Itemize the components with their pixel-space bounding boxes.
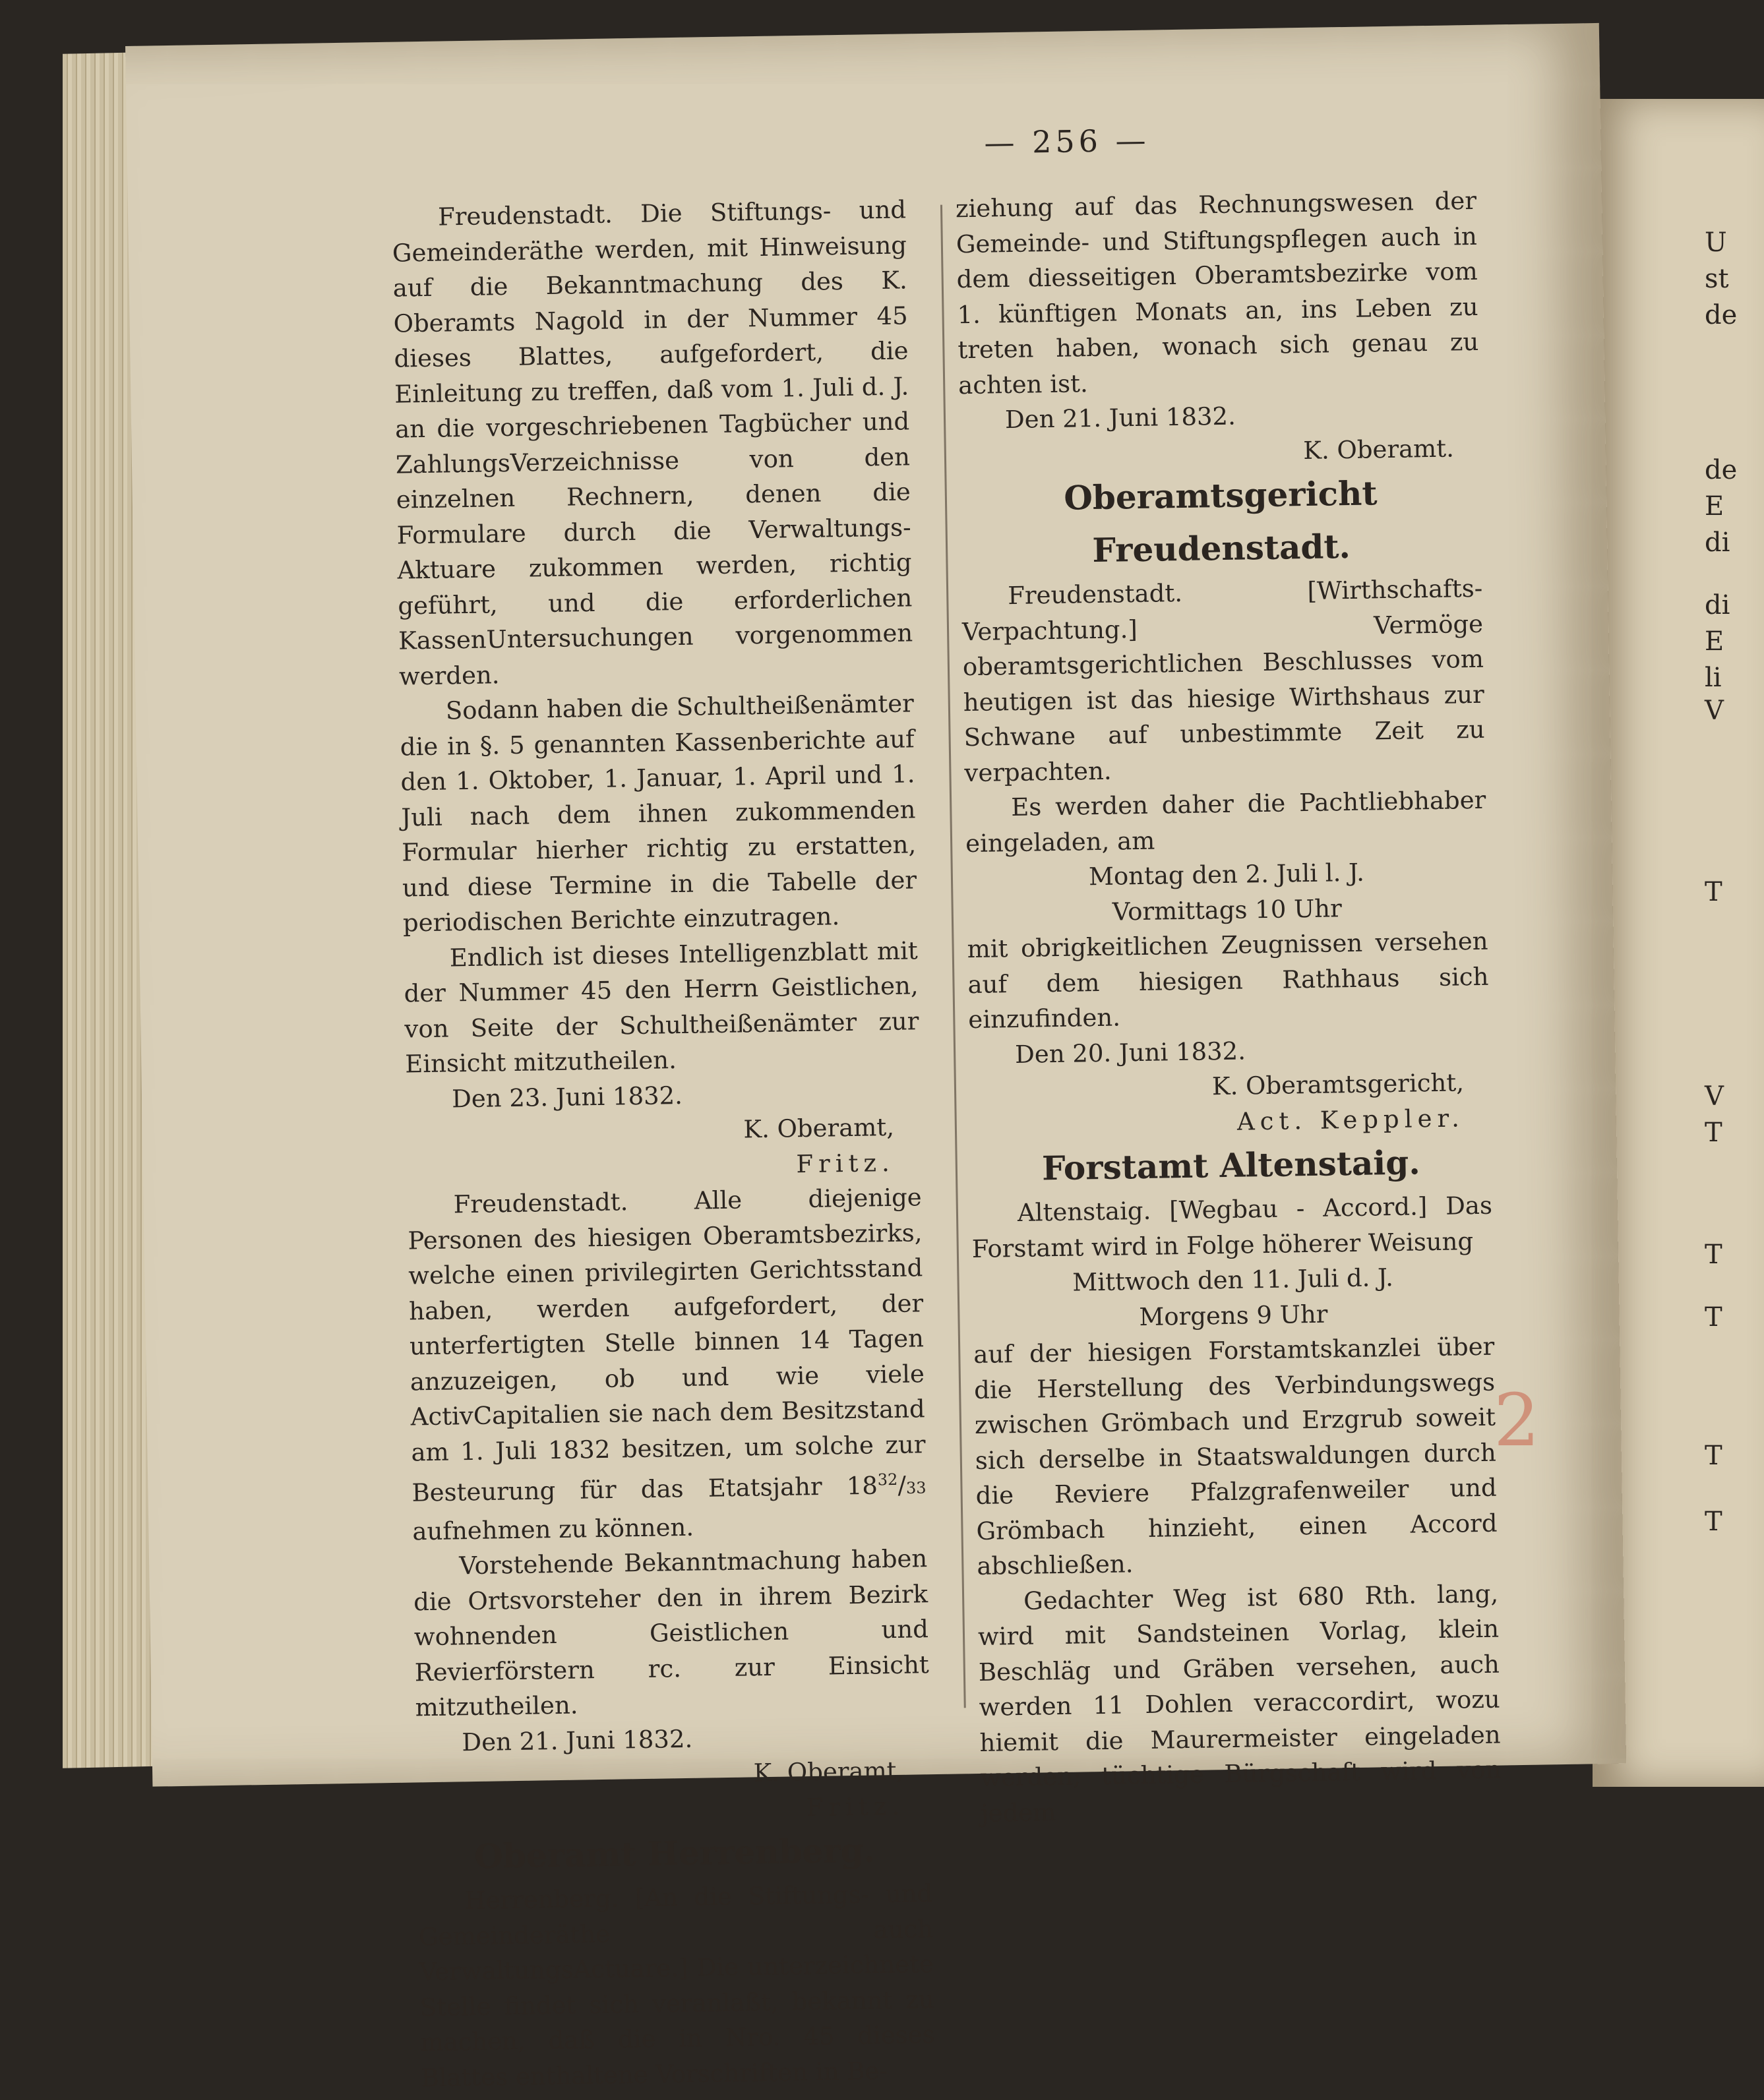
facing-page-fragment: V: [1705, 1081, 1724, 1112]
notice-text-end: aufnehmen zu können.: [412, 1513, 694, 1546]
notice-date: Den 23. Juni 1832.: [451, 1081, 683, 1113]
fraction-numerator: 32: [877, 1470, 898, 1489]
facing-page-fragment: de: [1705, 455, 1738, 485]
facing-page-fragment: T: [1705, 1240, 1722, 1270]
notice-text: Freudenstadt. Alle diejenige Personen des hiesigen Oberamtsbezirks, welche einen privilegirten Gerichtsstand haben, werden aufgefordert, der unterfertigten Stelle binnen 14 Tagen anzuzeigen, ob und wie viele ActivCapitalien sie nach dem Besitzstand am 1. Juli 1832 besitzen, um solche zur Besteurung für das Etatsjahr 18: [408, 1183, 926, 1507]
facing-page-fragment: E: [1705, 491, 1724, 522]
facing-page-fragment: E: [1705, 626, 1724, 657]
notice-paragraph: ziehung auf das Rechnungswesen der Gemeinde- und Stiftungspflegen auch in dem diesseitigen Oberamtsbezirke vom 1. künftigen Monats an, ins Leben zu treten haben, wonach sich genau zu achten ist.: [955, 186, 1479, 400]
signature-office: K. Oberamt,: [753, 1756, 905, 1787]
signature-office: K. Oberamtsgericht,: [1211, 1068, 1465, 1101]
section-heading: Oberamtsgericht Freudenstadt.: [1063, 473, 1378, 570]
notice-paragraph: Freudenstadt. [Wirthschafts-Verpachtung.] Vermöge oberamtsgerichtlichen Beschlusses vom heutigen ist das hiesige Wirthshaus zur Schwane auf unbestimmte Zeit zu verpachten.: [961, 574, 1485, 787]
notice-date: Den 21. Juni 1832.: [1004, 402, 1236, 435]
facing-page-fragment: T: [1705, 1302, 1722, 1333]
facing-page-fragment: T: [1705, 1441, 1722, 1471]
right-column: [956, 183, 1502, 1831]
signature-name: Fritz.: [806, 1791, 905, 1822]
appointment-time: Vormittags 10 Uhr: [1112, 893, 1343, 926]
facing-page-fragment: de: [1705, 300, 1738, 330]
notice-paragraph: Gedachter Weg ist 680 Rth. lang, wird mit Sandsteinen Vorlag, klein Beschläg und Gräben versehen, auch werden 11 Dohlen veraccordirt, wozu hiemit die Maurermeister eingeladen werden; tüchtige Bürgschaft wird von jedem: [977, 1579, 1502, 1828]
facing-page-fragment: T: [1705, 1507, 1722, 1537]
notice-date: Den 20. Juni 1832.: [1014, 1036, 1246, 1069]
fraction-denominator: 33: [905, 1478, 927, 1497]
red-ink-mark: 2: [1494, 1378, 1540, 1462]
signature-name: Act. Keppler.: [1236, 1103, 1465, 1136]
facing-page-fragment: di: [1705, 590, 1730, 620]
signature-office: K. Oberamt,: [743, 1112, 895, 1144]
section-heading: Forstamt Altenstaig.: [1041, 1143, 1421, 1188]
facing-page-fragment: di: [1705, 527, 1730, 558]
facing-page-fragment: st: [1705, 264, 1729, 294]
document-page: [125, 23, 1626, 2093]
notice-date: Den 21. Juni 1832.: [462, 1724, 693, 1757]
facing-page-fragment: V: [1705, 696, 1724, 726]
left-column: [392, 192, 936, 2095]
notice-paragraph: Freudenstadt. Alle diejenige Personen des hiesigen Oberamtsbezirks, welche einen privilegirten Gerichtsstand haben, werden aufgefordert, der unterfertigten Stelle binnen 14 Tagen anzuzeigen, ob und wie viele ActivCapitalien sie nach dem Besitzstand am 1. Juli 1832 besitzen, um solche zur Besteurung für das Etatsjahr $18^{32}/33$ aufnehmen zu können.: [408, 1183, 927, 1546]
notice-paragraph: Freudenstadt. Die Stiftungs- und Gemeinderäthe werden, mit Hinweisung auf die Bekanntmachung des K. Oberamts Nagold in der Nummer 45 dieses Blattes, aufgefordert, die Einleitung zu treffen, daß vom 1. Juli d. J. an die vorgeschriebenen Tagbücher und ZahlungsVerzeichnisse von den einzelnen Rechnern, denen die Formulare durch die Verwaltungs-Aktuare zukommen werden, richtig geführt, und die erforderlichen KassenUntersuchungen vorgenommen werden.: [392, 195, 913, 691]
facing-page-fragment: li: [1705, 663, 1722, 693]
notice-paragraph: Vorstehende Bekanntmachung haben die Ortsvorsteher den in ihrem Bezirk wohnenden Geistlichen und Revierförstern rc. zur Einsicht mitzutheilen.: [413, 1544, 930, 1722]
page-number: — 256 —: [984, 122, 1150, 161]
appointment-date: Mittwoch den 11. Juli d. J.: [1072, 1263, 1394, 1297]
notice-paragraph: Sodann haben die Schultheißenämter die in §. 5 genannten Kassenberichte auf den 1. Oktober, 1. Januar, 1. April und 1. Juli nach dem ihnen zukommenden Formular hierher richtig zu erstatten, und diese Termine in die Tabelle der periodischen Berichte einzutragen.: [400, 689, 917, 938]
notice-paragraph: auf der hiesigen Forstamtskanzlei über die Herstellung des Verbindungswegs zwischen Grömbach und Erzgrub soweit sich derselbe in Staatswaldungen durch die Reviere Pfalzgrafenweiler und Grömbach hinzieht, einen Accord abschließen.: [973, 1332, 1498, 1580]
notice-paragraph: Endlich ist dieses Intelligenzblatt mit der Nummer 45 den Herrn Geistlichen, von Seite der Schultheißenämter zur Einsicht mitzutheilen.: [404, 936, 919, 1079]
notice-paragraph: Herrenberg. [An die Stiftungs- und Gemeinderäthe auch VerwaltungsActuare.] Die unterzeichnete Stelle findet sich veranlaßt, bekannt zu machen, daß die in Nro. 45 dieses Blattes enthaltene Vorschriften in Be-: [418, 1879, 935, 2093]
appointment-date: Montag den 2. Juli l. J.: [1088, 858, 1365, 891]
signature-name: Fritz.: [796, 1148, 896, 1178]
facing-page-fragment: T: [1705, 1118, 1722, 1148]
signature-office: K. Oberamt.: [1302, 433, 1455, 465]
appointment-time: Morgens 9 Uhr: [1139, 1300, 1328, 1331]
facing-page-fragment: U: [1705, 227, 1727, 258]
notice-paragraph: Es werden daher die Pachtliebhaber eingeladen, am: [965, 785, 1486, 858]
notice-paragraph: mit obrigkeitlichen Zeugnissen versehen auf dem hiesigen Rathhaus sich einzufinden.: [967, 926, 1489, 1035]
notice-paragraph: Altenstaig. [Wegbau - Accord.] Das Forstamt wird in Folge höherer Weisung: [971, 1191, 1493, 1263]
section-heading: Oberamt Herrenberg.: [473, 1830, 876, 1876]
facing-page-fragment: T: [1705, 877, 1722, 907]
